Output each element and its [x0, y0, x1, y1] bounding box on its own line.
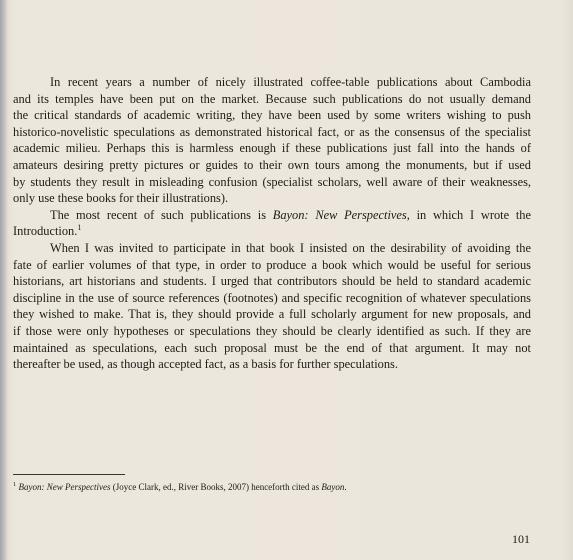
- text-line: only use these books for their illustrations).: [13, 191, 229, 206]
- text-line: fate of earlier volumes of that type, in order to produce a book which would be useful for serious: [13, 257, 531, 272]
- text-line: academic milieu. Perhaps this is harmless enough if these publications just fall into the hands of: [13, 141, 531, 156]
- footnote-text: (Joyce Clark, ed., River Books, 2007) henceforth cited as: [110, 482, 322, 492]
- text-run: , in which I wrote the: [406, 207, 531, 222]
- text-line: historico-novelistic speculations as demonstrated historical fact, or as the consensus of the specialist: [13, 124, 531, 139]
- body-text: [13, 74, 531, 373]
- footnote-title-italic: Bayon: New Perspectives: [18, 482, 111, 492]
- text-line: they wished to make. That is, they should provide a full scholarly argument for new proposals, and: [13, 307, 531, 322]
- text-line: [13, 223, 531, 240]
- text-line: and its temples have been put on the market. Because such publications do not usually demand: [13, 91, 531, 106]
- text-line: When I was invited to participate in that book I insisted on the desirability of avoiding the: [50, 240, 531, 255]
- footnote: [13, 481, 347, 493]
- text-line: by students they result in misleading confusion (specialist scholars, well aware of their weaknesses,: [13, 174, 531, 189]
- text-line: thereafter be used, as though accepted fact, as a basis for further speculations.: [13, 357, 398, 372]
- text-line: amateurs desiring pretty pictures or guides to their own tours among the monuments, but if used: [13, 157, 531, 172]
- footnote-short-title: Bayon: [321, 482, 345, 492]
- text-line: historians, art historians and students. I urged that contributors should be held to standard academic: [13, 274, 531, 289]
- text-run: Introduction.: [13, 224, 78, 239]
- text-line: the critical standards of academic writing, they have been used by some writers wishing to push: [13, 108, 531, 123]
- text-line: maintained as speculations, each such proposal must be the end of that argument. It may not: [13, 340, 531, 355]
- text-line: In recent years a number of nicely illustrated coffee-table publications about Cambodia: [50, 75, 531, 89]
- footnote-end: .: [344, 482, 347, 492]
- page-number: 101: [512, 532, 530, 546]
- footnote-marker: 1: [13, 481, 17, 488]
- book-title-italic: Bayon: New Perspectives: [272, 207, 407, 222]
- text-run: The most recent of such publications is: [50, 207, 273, 222]
- footnote-separator: [13, 474, 125, 475]
- book-spine-shadow: [0, 0, 8, 560]
- text-line: [13, 207, 531, 224]
- footnote-reference[interactable]: 1: [77, 223, 82, 233]
- text-line: if those were only hypotheses or speculations they should be clearly identified as such. If they are: [13, 323, 531, 338]
- text-line: discipline in the use of source references (footnotes) and specific recognition of whatever speculations: [13, 290, 531, 305]
